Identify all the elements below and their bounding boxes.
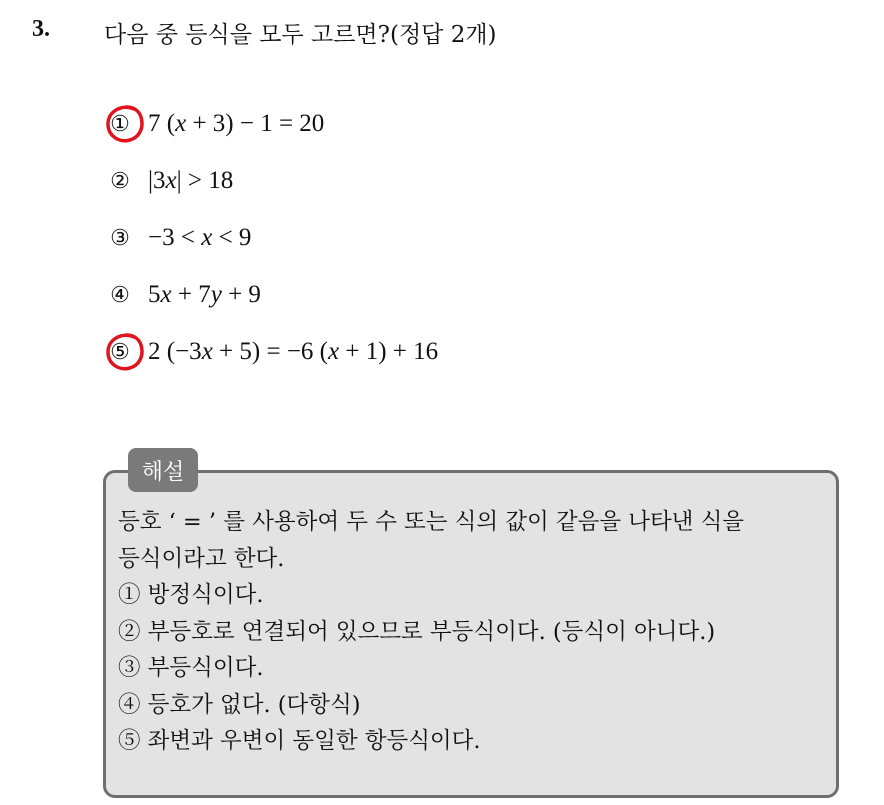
choice-expression: 5x + 7y + 9	[148, 281, 261, 308]
choice-2	[108, 163, 233, 199]
choice-expression: −3 < x < 9	[148, 224, 252, 251]
explanation-line: ① 방정식이다.	[118, 582, 264, 608]
choice-3	[108, 220, 251, 256]
explanation-line: ⑤ 좌변과 우변이 동일한 항등식이다.	[118, 728, 481, 754]
explanation-tab: 해설	[128, 448, 198, 492]
choice-number: ④	[110, 282, 130, 308]
explanation-line: 등식이라고 한다.	[118, 545, 285, 572]
choice-number: ②	[110, 168, 130, 194]
choice-5	[108, 334, 438, 370]
explanation-text	[118, 504, 828, 760]
choice-expression: |3x| > 18	[148, 167, 234, 194]
choice-expression: 2 (−3x + 5) = −6 (x + 1) + 16	[148, 338, 439, 365]
choice-number: ⑤	[110, 339, 130, 365]
question-number: 3.	[32, 16, 50, 42]
explanation-line: ② 부등호로 연결되어 있으므로 부등식이다. (등식이 아니다.)	[118, 618, 716, 645]
choice-number: ①	[110, 111, 130, 137]
explanation-line: 등호 ‘ = ’ 를 사용하여 두 수 또는 식의 값이 같음을 나타낸 식을	[118, 509, 745, 535]
choice-expression: 7 (x + 3) − 1 = 20	[148, 110, 325, 137]
choice-1	[108, 106, 324, 142]
question-text: 다음 중 등식을 모두 고르면?(정답 2개)	[104, 22, 497, 48]
explanation-line: ④ 등호가 없다. (다항식)	[118, 691, 361, 718]
choice-number: ③	[110, 225, 130, 251]
choice-4	[108, 277, 261, 313]
explanation-line: ③ 부등식이다.	[118, 655, 264, 681]
